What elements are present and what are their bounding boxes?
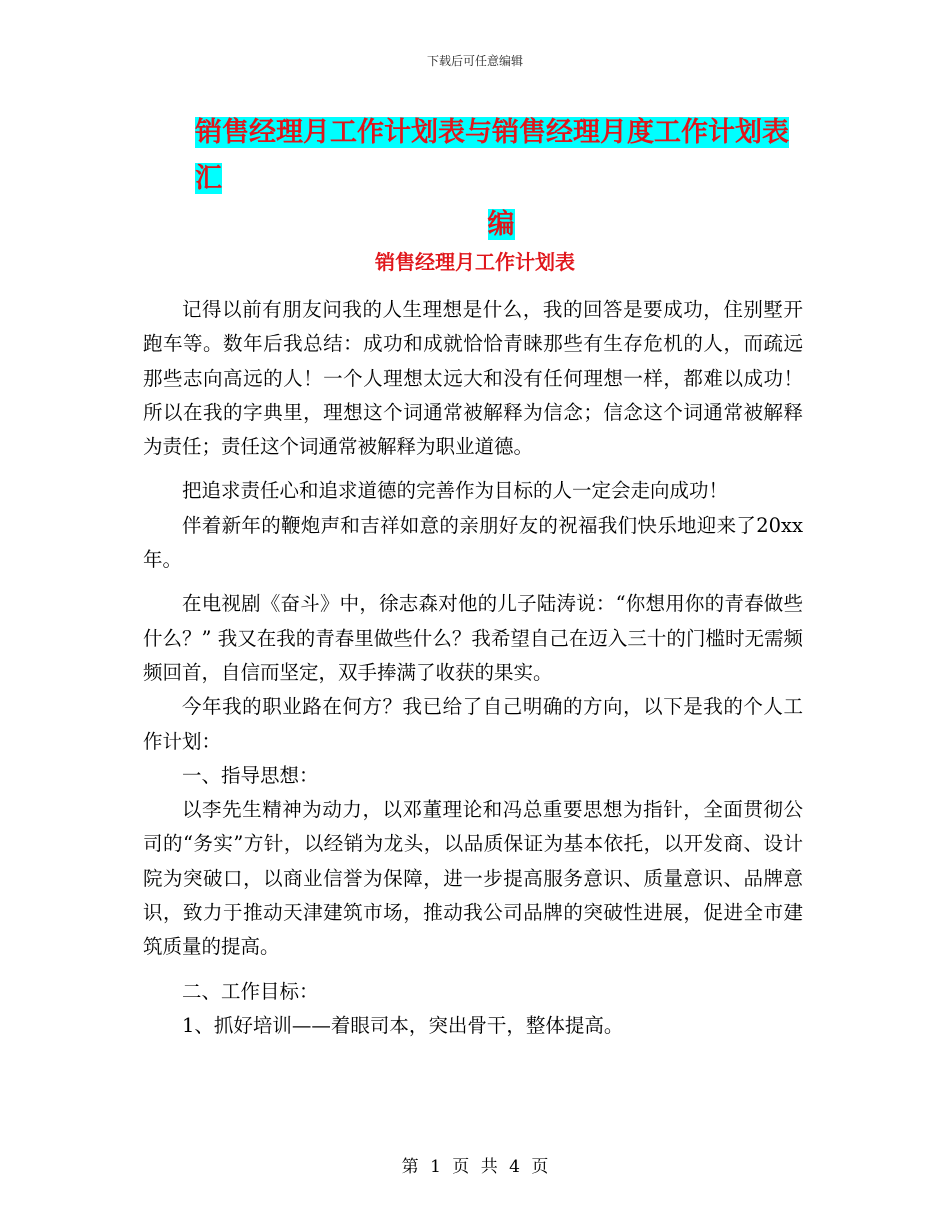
paragraph-1: 记得以前有朋友问我的人生理想是什么，我的回答是要成功，住别墅开跑车等。数年后我总结：成功和成就恰恰青睐那些有生存危机的人，而疏远那些志向高远的人！一个人理想太远大和没有任何理想一样，都难以成功！所以在我的字典里，理想这个词通常被解释为信念；信念这个词通常被解释为责任；责任这个词通常被解释为职业道德。 [143,298,803,459]
page-footer: 第 1 页 共 4 页 [401,1157,549,1177]
list-item-1: 1、抓好培训——着眼司本，突出骨干，整体提高。 [182,1013,624,1037]
paragraph-6: 以李先生精神为动力，以邓董理论和冯总重要思想为指针，全面贯彻公司的“务实”方针，以经销为龙头，以品质保证为基本依托，以开发商、设计院为突破口，以商业信誉为保障，进一步提高服务意识、质量意识、品牌意识，致力于推动天津建筑市场，推动我公司品牌的突破性进展，促进全市建筑质量的提高。 [143,798,803,959]
document-title [195,110,807,248]
section-title: 销售经理月工作计划表 [375,250,575,274]
heading-work-goals: 二、工作目标： [182,979,319,1003]
title-line-2-wrapper [195,202,807,248]
document-body [143,293,803,1043]
paragraph-4: 在电视剧《奋斗》中，徐志森对他的儿子陆涛说：“你想用你的青春做些什么？” 我又在我的青春里做些什么？我希望自己在迈入三十的门槛时无需频频回首，自信而坚定，双手捧满了收获的果实。 [143,592,803,684]
title-line-2: 编 [487,209,515,240]
header-note: 下载后可任意编辑 [426,54,523,68]
title-line-1: 销售经理月工作计划表与销售经理月度工作计划表汇 [195,117,789,194]
paragraph-2: 把追求责任心和追求道德的完善作为目标的人一定会走向成功！ [182,479,729,503]
paragraph-3: 伴着新年的鞭炮声和吉祥如意的亲朋好友的祝福我们快乐地迎来了20xx年。 [143,513,803,572]
heading-guiding-ideology: 一、指导思想： [182,763,319,787]
paragraph-5: 今年我的职业路在何方？我已给了自己明确的方向，以下是我的个人工作计划： [143,695,803,753]
